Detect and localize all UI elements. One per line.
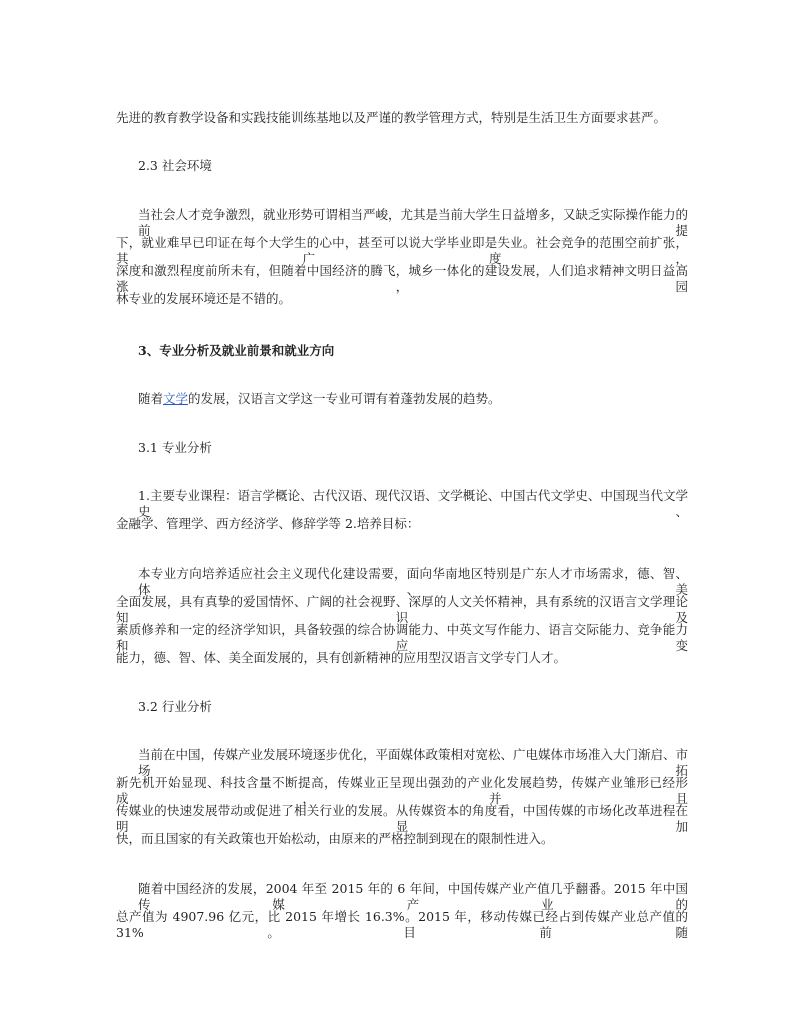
section-heading-3-1: 3.1 专业分析 bbox=[138, 440, 212, 455]
paragraph-line: 当前在中国，传媒产业发展环境逐步优化，平面媒体政策相对宽松、广电媒体市场准入大门渐启、市场拓 bbox=[138, 747, 689, 778]
section-heading-2-3: 2.3 社会环境 bbox=[138, 158, 212, 173]
literature-link[interactable]: 文学 bbox=[163, 391, 189, 406]
paragraph-line: 1.主要专业课程：语言学概论、古代汉语、现代汉语、文学概论、中国古代文学史、中国现当代文学史、 bbox=[138, 488, 688, 519]
paragraph-line: 先进的教育教学设备和实践技能训练基地以及严谨的教学管理方式，特别是生活卫生方面要求甚严。 bbox=[116, 110, 667, 125]
paragraph-line: 本专业方向培养适应社会主义现代化建设需要，面向华南地区特别是广东人才市场需求，德、智、体、美 bbox=[138, 566, 688, 597]
paragraph-line: 新先机开始显现、科技含量不断提高，传媒业正呈现出强劲的产业化发展趋势，传媒产业雏形已经形成，并且 bbox=[116, 775, 688, 806]
section-heading-3-2: 3.2 行业分析 bbox=[138, 699, 212, 714]
paragraph-line: 林专业的发展环境还是不错的。 bbox=[116, 291, 292, 306]
paragraph-text: 随着 bbox=[138, 391, 164, 406]
paragraph-line: 传媒业的快速发展带动或促进了相关行业的发展。从传媒资本的角度看，中国传媒的市场化改革进程在明显加 bbox=[116, 803, 688, 834]
paragraph-line: 能力，德、智、体、美全面发展的，具有创新精神的应用型汉语言文学专门人才。 bbox=[116, 650, 567, 665]
paragraph-text: 的发展，汉语言文学这一专业可谓有着蓬勃发展的趋势。 bbox=[188, 391, 501, 406]
paragraph-line: 深度和激烈程度前所未有，但随着中国经济的腾飞，城乡一体化的建设发展，人们追求精神文明日益高涨，园 bbox=[116, 263, 688, 294]
paragraph-line: 快，而且国家的有关政策也开始松动，由原来的严格控制到现在的限制性进入。 bbox=[116, 831, 554, 846]
section-heading-3: 3、专业分析及就业前景和就业方向 bbox=[138, 343, 335, 358]
paragraph-line: 全面发展，具有真挚的爱国情怀、广阔的社会视野、深厚的人文关怀精神，具有系统的汉语言文学理论知识及 bbox=[116, 594, 688, 625]
paragraph-line: 金融学、管理学、西方经济学、修辞学等 2.培养目标： bbox=[116, 516, 420, 531]
paragraph-line bbox=[138, 391, 501, 407]
paragraph-line: 随着中国经济的发展，2004 年至 2015 年的 6 年间，中国传媒产业产值几乎翻番。2015 年中国传媒产业的 bbox=[138, 881, 688, 912]
paragraph-line: 当社会人才竞争激烈，就业形势可谓相当严峻，尤其是当前大学生日益增多，又缺乏实际操作能力的前提 bbox=[138, 207, 689, 238]
paragraph-line: 下，就业难早已印证在每个大学生的心中，甚至可以说大学毕业即是失业。社会竞争的范围空前扩张，其广度， bbox=[116, 235, 688, 266]
paragraph-line: 素质修养和一定的经济学知识，具备较强的综合协调能力、中英文写作能力、语言交际能力、竞争能力和应变 bbox=[116, 622, 688, 653]
paragraph-line: 总产值为 4907.96 亿元，比 2015 年增长 16.3%。2015 年，移动传媒已经占到传媒产业总产值的 31%。目前随 bbox=[116, 909, 688, 940]
